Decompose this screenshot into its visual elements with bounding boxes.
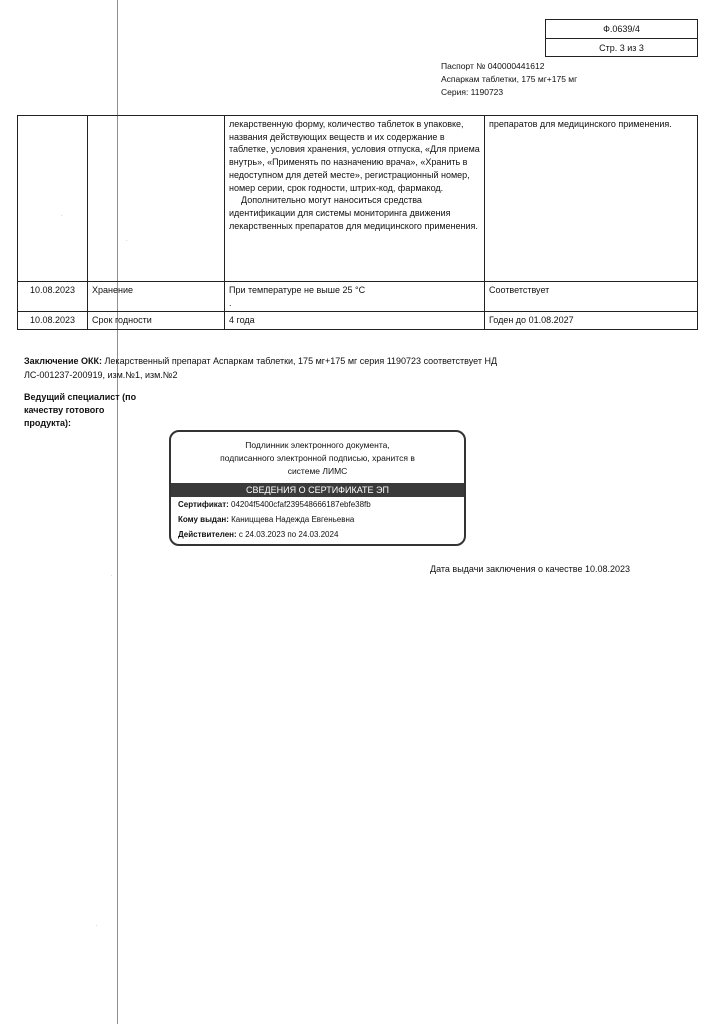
stamp-band: СВЕДЕНИЯ О СЕРТИФИКАТЕ ЭП [171, 483, 464, 497]
stamp-line: Подлинник электронного документа, [245, 440, 390, 450]
test-name-cell: Срок годности [88, 312, 225, 330]
date-cell: 10.08.2023 [18, 312, 88, 330]
validity-row [171, 528, 464, 542]
page-number: Стр. 3 из 3 [599, 43, 644, 53]
passport-block [441, 60, 577, 99]
table-row [18, 282, 698, 312]
validity-value: с 24.03.2023 по 24.03.2024 [236, 530, 339, 539]
conclusion-text: Лекарственный препарат Аспаркам таблетки, 175 мг+175 мг серия 1190723 соответствует НД ЛС-001237-200919, изм.№1, изм.№2 [24, 356, 498, 380]
issued-to-label: Кому выдан: [178, 515, 229, 524]
issue-date: Дата выдачи заключения о качестве 10.08.2023 [430, 564, 630, 574]
method-extra: . [229, 297, 232, 308]
scan-artifact: · [60, 210, 64, 221]
method-text: При температуре не выше 25 °C [229, 285, 366, 295]
result-cell: препаратов для медицинского применения. [485, 116, 698, 282]
product-name: Аспаркам таблетки, 175 мг+175 мг [441, 74, 578, 84]
table-row [18, 116, 698, 282]
method-text: лекарственную форму, количество таблеток в упаковке, названия действующих веществ и их содержание в таблетке, условия хранения, условия отпуска, «Для приема внутрь», «Применять по назначению врача», «Хранить в недоступном для детей месте», регистрационный номер, номер серии, срок годности, штрих-код, фармакод. [229, 119, 480, 193]
issued-to-value: Каницщева Надежда Евгеньевна [228, 515, 355, 524]
passport-number: Паспорт № 040000441612 [441, 61, 545, 71]
test-name-cell: Хранение [88, 282, 225, 312]
issued-to-row [171, 513, 464, 527]
result-cell: Годен до 01.08.2027 [485, 312, 698, 330]
result-cell: Соответствует [485, 282, 698, 312]
method-text-additional: Дополнительно могут наноситься средства идентификации для системы мониторинга движения лекарственных препаратов для медицинского применения. [229, 195, 478, 231]
scan-artifact: · [110, 570, 114, 581]
scan-artifact: · [125, 235, 129, 246]
certificate-value: 04204f5400cfaf239548666187ebfe38fb [228, 500, 371, 509]
qc-conclusion [24, 354, 524, 382]
stamp-line: системе ЛИМС [287, 466, 348, 476]
validity-label: Действителен: [178, 530, 237, 539]
stamp-header [171, 432, 464, 478]
form-code-box [545, 19, 698, 57]
certificate-label: Сертификат: [178, 500, 229, 509]
series-number: Серия: 1190723 [441, 87, 504, 97]
scan-artifact: · [95, 920, 99, 931]
method-cell [225, 282, 485, 312]
conclusion-label: Заключение ОКК: [24, 356, 103, 366]
form-code: Ф.0639/4 [546, 20, 697, 39]
specialist-label: Ведущий специалист (по качеству готового продукта): [24, 392, 137, 428]
method-cell: 4 года [225, 312, 485, 330]
stamp-line: подписанного электронной подписью, хранится в [220, 453, 415, 463]
table-row [18, 312, 698, 330]
date-cell: 10.08.2023 [18, 282, 88, 312]
method-cell [225, 116, 485, 282]
e-signature-stamp [169, 430, 466, 546]
certificate-row [171, 498, 464, 512]
test-results-table [17, 115, 698, 330]
